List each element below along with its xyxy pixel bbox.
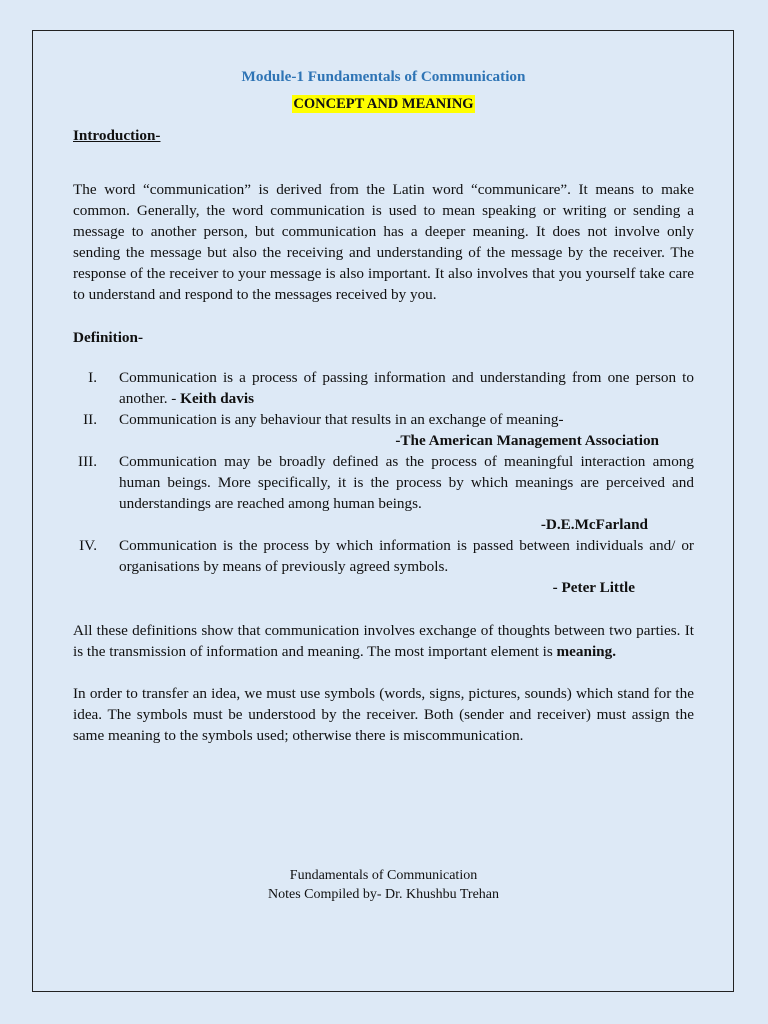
concept-title-wrap [73, 94, 694, 114]
page-footer [73, 866, 694, 904]
definition-text: Communication is any behaviour that results in an exchange of meaning- [119, 411, 564, 428]
definition-number: I. [88, 369, 97, 386]
definition-number: II. [83, 411, 97, 428]
definition-author: Keith davis [180, 390, 254, 407]
summary-bold-word: meaning. [556, 643, 617, 660]
definition-item [73, 409, 694, 430]
introduction-heading: Introduction- [73, 127, 161, 144]
definition-item [73, 535, 694, 577]
symbols-paragraph: In order to transfer an idea, we must use symbols (words, signs, pictures, sounds) which stand for the idea. The symbols must be understood by the receiver. Both (sender and receiver) must assign the same meaning to the symbols used; otherwise there is miscommunication. [73, 685, 694, 744]
footer-line-title: Fundamentals of Communication [289, 868, 478, 883]
definition-text: Communication may be broadly defined as the process of meaningful interaction among human beings. More specifically, it is the process by which meanings are perceived and understandings are reached among human beings. [119, 453, 694, 512]
definition-item [73, 367, 694, 409]
introduction-paragraph: The word “communication” is derived from the Latin word “communicare”. It means to make common. Generally, the word communication is used to mean speaking or writing or sending a message to another person, but communication has a deeper meaning. It does not involve only sending the message but also the receiving and understanding of the message by the receiver. The response of the receiver to your message is also important. It also involves that you yourself take care to understand and respond to the messages received by you. [73, 181, 694, 303]
definition-author: -The American Management Association [395, 432, 659, 449]
footer-line-author: Notes Compiled by- Dr. Khushbu Trehan [268, 887, 499, 902]
summary-paragraph [73, 620, 694, 662]
definition-text: Communication is a process of passing information and understanding from one person to another. - [119, 369, 694, 407]
definition-number: III. [78, 453, 97, 470]
definition-heading: Definition- [73, 329, 144, 346]
definition-author: - Peter Little [552, 579, 635, 596]
definition-list [73, 367, 694, 598]
module-title: Module-1 Fundamentals of Communication [241, 68, 526, 85]
definition-number: IV. [79, 537, 97, 554]
document-body [73, 66, 694, 746]
definition-author: -D.E.McFarland [540, 516, 648, 533]
definition-text: Communication is the process by which information is passed between individuals and/ or organisations by means of previously agreed symbols. [119, 537, 694, 575]
summary-text: All these definitions show that communication involves exchange of thoughts between two parties. It is the transmission of information and meaning. The most important element is [73, 622, 694, 660]
definition-item [73, 451, 694, 514]
concept-title: CONCEPT AND MEANING [293, 96, 474, 112]
